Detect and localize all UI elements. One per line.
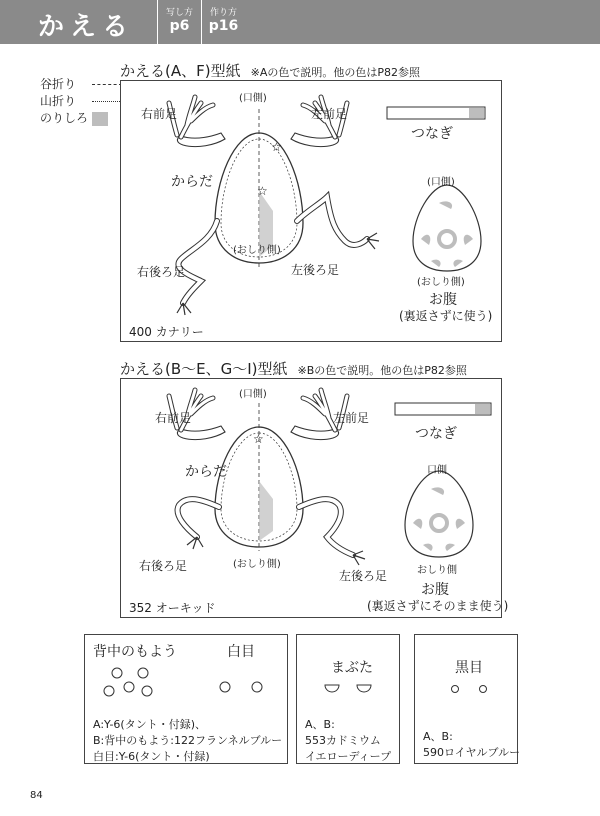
black-eye-title: 黒目 [455,660,483,676]
section-b-title [120,358,467,379]
belly-note-label: (裏返さずに使う) [399,309,493,323]
hind-right-leg-label: 右後ろ足 [137,265,186,279]
page-header [0,0,600,44]
hind-left-leg-label: 左後ろ足 [291,263,340,277]
pattern-panel-a [120,80,502,342]
tab-make-label: 作り方 [209,8,237,18]
tab-make-page: p16 [208,18,239,34]
black-eye-note-line1: A、B: [423,730,453,743]
section-b-note: ※Bの色で説明。他の色はP82参照 [297,364,467,377]
page-title: かえる [38,12,135,42]
legend-mountain-label: 山折り [40,94,77,108]
section-a-tail-label: (おしり側) [233,245,281,256]
tab-copy-label: 写し方 [165,8,193,18]
svg-text:☆: ☆ [271,140,282,154]
paper-color-label-b: 352 オーキッド [129,601,216,615]
eyelid-note-line3: イエローディープ [305,750,392,763]
section-a-note: ※Aの色で説明。他の色はP82参照 [250,66,420,79]
legend-glue-label: のりしろ [40,111,89,125]
section-a-heading: かえる(A、F)型紙 [120,62,241,80]
section-a-mouth-label: (口側) [239,93,267,104]
belly-label: お腹 [429,292,457,308]
page-number: 84 [30,790,43,801]
belly-mouth-label-b: 口側 [427,465,447,476]
parts-box-eyelid [296,634,400,764]
eyelid-note-line1: A、B: [305,718,335,731]
front-right-leg-label: 右前足 [141,107,178,121]
section-b-mouth-label: (口側) [239,389,267,400]
black-eye-note-line2: 590ロイヤルブルー [423,746,521,759]
tab-make-method [201,0,245,44]
body-label: からだ [171,174,213,190]
dashed-line-icon [92,84,122,85]
legend-valley [40,76,122,93]
parts-note-line2: B:背中のもよう:122フランネルブルー [93,734,283,747]
belly-tail-label: (おしり側) [417,277,465,288]
front-left-leg-label-b: 左前足 [333,411,370,425]
connector-label: つなぎ [411,126,453,142]
white-eye-title: 白目 [227,644,255,660]
hind-right-leg-label-b: 右後ろ足 [139,559,188,573]
parts-note-line3: 白目:Y-6(タント・付録) [93,750,210,763]
section-a-title [120,60,420,81]
front-left-leg-label: 左前足 [311,107,348,121]
svg-text:☆: ☆ [257,184,268,198]
back-pattern-title: 背中のもよう [93,644,177,660]
belly-note-label-b: (裏返さずにそのまま使う) [367,599,509,613]
front-right-leg-label-b: 右前足 [155,411,192,425]
legend-valley-label: 谷折り [40,77,77,91]
reference-tabs [157,0,245,44]
parts-note-line1: A:Y-6(タント・付録)、 [93,718,207,731]
pattern-panel-b [120,378,509,618]
body-label-b: からだ [185,464,227,480]
section-b-heading: かえる(B〜E、G〜I)型紙 [120,360,288,378]
belly-label-b: お腹 [421,582,449,598]
legend-mountain [40,93,122,110]
tab-copy-method [157,0,201,44]
paper-color-label: 400 カナリー [129,325,204,339]
svg-text:☆: ☆ [253,432,264,446]
section-b-tail-label: (おしり側) [233,559,281,570]
glue-area-swatch [92,112,108,126]
legend-glue [40,110,122,127]
fold-legend [40,76,122,127]
hind-left-leg-label-b: 左後ろ足 [339,569,388,583]
dotted-line-icon [92,101,122,102]
belly-mouth-label: (口側) [427,177,455,188]
parts-box-pattern-eye [84,634,288,764]
parts-box-black-eye [414,634,521,764]
eyelid-note-line2: 553カドミウム [305,734,381,747]
connector-label-b: つなぎ [415,426,457,442]
tab-copy-page: p6 [169,18,190,34]
eyelid-title: まぶた [331,660,373,676]
belly-tail-label-b: おしり側 [417,565,457,576]
